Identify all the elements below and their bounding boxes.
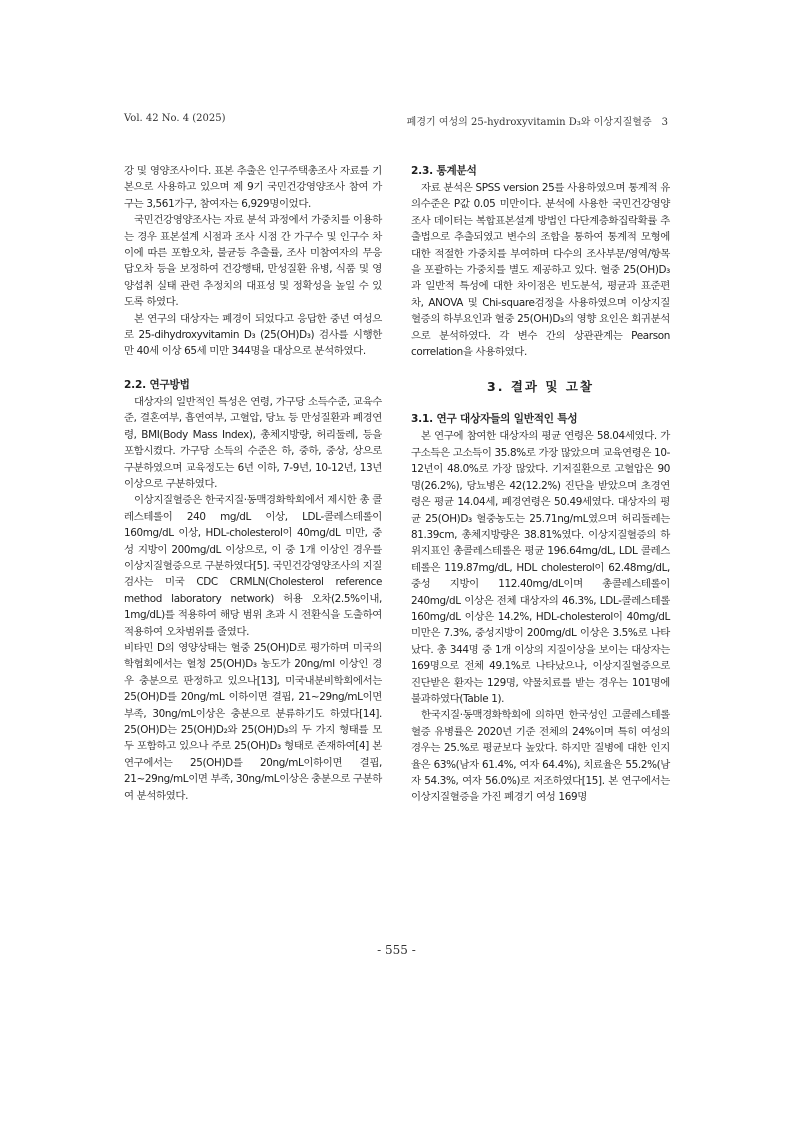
header-page-number: 3 bbox=[661, 117, 668, 128]
paragraph: 자료 분석은 SPSS version 25를 사용하였으며 통계적 유의수준은 P값 0.05 미만이다. 분석에 사용한 국민건강영양조사 데이터는 복합표본설계 방법인 다단계층화집락확률 추출법으로 추출되였고 변수의 조합을 통하여 통계적 모형에 대한 적절한 가중치를 부여하며 다수의 조사부문/영역/항목을 포괄하는 가중치를 별도 제공하고 있다. 혈중 25(OH)D₃과 일반적 특성에 대한 차이점은 빈도분석, 평균과 표준편차, ANOVA 및 Chi-square검정을 사용하였으며 이상지질혈증의 하부요인과 혈중 25(OH)D₃의 영향 요인은 회귀분석으로 분석하였다. 각 변수 간의 상관관계는 Pearson correlation을 사용하였다. bbox=[411, 182, 670, 359]
paragraph: 비타민 D의 영양상태는 혈중 25(OH)D로 평가하며 미국의학협회에서는 혈청 25(OH)D₃ 농도가 20ng/ml 이상인 경우 충분으로 판정하고 있으나[13], 미국내분비학회에서는 25(OH)D를 20ng/mL 이하이면 결핍, 21~29ng/mL이면 부족, 30ng/mL이상은 충분으로 분류하기도 하였다[14]. 25(OH)D는 25(OH)D₂와 25(OH)D₃의 두 가지 형태를 모두 포함하고 있으나 주로 25(OH)D₃ 형태로 존재하여[4] 본 연구에서는 25(OH)D를 20ng/mL이하이면 결핍, 21~29ng/mL이면 부족, 30ng/mL이상은 충분으로 구분하여 분석하였다. bbox=[124, 641, 382, 802]
running-header bbox=[407, 113, 668, 128]
section-heading-statistics: 2.3. 통계분석 bbox=[411, 165, 477, 177]
journal-volume: Vol. 42 No. 4 (2025) bbox=[124, 113, 226, 124]
paragraph: 대상자의 일반적인 특성은 연령, 가구당 소득수준, 교육수준, 결혼여부, 흡연여부, 고혈압, 당뇨 등 만성질환과 폐경연령, BMI(Body Mass Index), 총체지방량, 허리둘레, 등을 포함시켰다. 가구당 소득의 수준은 하, 중하, 중상, 상으로 구분하였으며 교육정도는 6년 이하, 7-9년, 10-12년, 13년 이상으로 구분하였다. bbox=[124, 395, 382, 490]
paragraph: 이상지질혈증은 한국지질·동맥경화학회에서 제시한 총 콜레스테롤이 240 mg/dL 이상, LDL-콜레스테롤이 160mg/dL 이상, HDL-cholesterol이 40mg/dL 미만, 중성 지방이 200mg/dL 이상으로, 이 중 1개 이상인 경우를 이상지질혈증으로 구분하였다[5]. 국민건강영양조사의 지질검사는 미국 CDC CRMLN(Cholesterol reference method laboratory network) 허용 오차(2.5%이내, 1mg/dL)를 적용하여 해당 범위 초과 시 전환식을 도출하여 적용하여 오차범위를 줄였다. bbox=[124, 494, 382, 638]
paragraph: 강 및 영양조사이다. 표본 추출은 인구주택총조사 자료를 기본으로 사용하고 있으며 제 9기 국민건강영양조사 참여 가구는 3,561가구, 참여자는 6,929명이었다. bbox=[124, 165, 382, 210]
paragraph: 본 연구에 참여한 대상자의 평균 연령은 58.04세였다. 가구소득은 고소득이 35.8%로 가장 많았으며 교육연령은 10-12년이 48.0%로 가장 많았다. 기저질환으로 고혈압은 90명(26.2%), 당뇨병은 42(12.2%) 진단을 받았으며 초경연령은 평균 14.04세, 폐경연령은 50.49세였다. 대상자의 평균 25(OH)D₃ 혈중농도는 25.71ng/mL였으며 허리둘레는 81.39cm, 총체지방량은 38.81%였다. 이상지질혈증의 하위지표인 총콜레스테롤은 평균 196.64mg/dL, LDL 콜레스테롤은 119.87mg/dL, HDL cholesterol이 62.48mg/dL, 중성 지방이 112.40mg/dL이며 총콜레스테롤이 240mg/dL 이상은 전체 대상자의 46.3%, LDL-콜레스테롤 160mg/dL 이상은 14.2%, HDL-cholesterol이 40mg/dL 미만은 7.3%, 중성지방이 200mg/dL 이상은 3.5%로 나타났다. 총 344명 중 1개 이상의 지질이상을 보이는 대상자는 169명으로 전체 49.1%로 나타났으나, 이상지질혈증으로 진단받은 환자는 129명, 약물치료를 받는 경우는 101명에 불과하였다(Table 1). bbox=[411, 430, 670, 705]
section-heading-general-characteristics: 3.1. 연구 대상자들의 일반적인 특성 bbox=[411, 413, 578, 426]
left-column bbox=[124, 163, 382, 804]
paragraph: 한국지질·동맥경화학회에 의하면 한국성인 고콜레스테롤혈증 유병률은 2020년 기준 전체의 24%이며 특히 여성의 경우는 25.%로 평균보다 높았다. 하지만 질병에 대한 인지율은 63%(남자 61.4%, 여자 64.4%), 치료율은 55.2%(남자 54.3%, 여자 56.0%)로 저조하였다[15]. 본 연구에서는 이상지질혈증을 가진 폐경기 여성 169명 bbox=[411, 709, 670, 804]
right-column bbox=[411, 163, 670, 806]
paragraph: 본 연구의 대상자는 폐경이 되었다고 응답한 중년 여성으로 25-dihydroxyvitamin D₃ (25(OH)D₃) 검사를 시행한 만 40세 이상 65세 미만 344명을 대상으로 분석하였다. bbox=[124, 312, 382, 358]
section-heading-methods: 2.2. 연구방법 bbox=[124, 378, 190, 391]
section-heading-results: 3. 결과 및 고찰 bbox=[487, 379, 594, 395]
page-footer-number: - 555 - bbox=[377, 943, 416, 957]
running-title: 폐경기 여성의 25-hydroxyvitamin D₃와 이상지질혈증 bbox=[406, 117, 652, 128]
paragraph: 국민건강영양조사는 자료 분석 과정에서 가중치를 이용하는 경우 표본설계 시점과 조사 시점 간 가구수 및 인구수 차이에 따른 포함오차, 불균등 추출률, 조사 미참여자의 무응답오차 등을 보정하여 건강행태, 만성질환 유병, 식품 및 영양섭취 실태 관련 추정치의 대표성 및 정확성을 높일 수 있도록 하였다. bbox=[124, 214, 382, 309]
